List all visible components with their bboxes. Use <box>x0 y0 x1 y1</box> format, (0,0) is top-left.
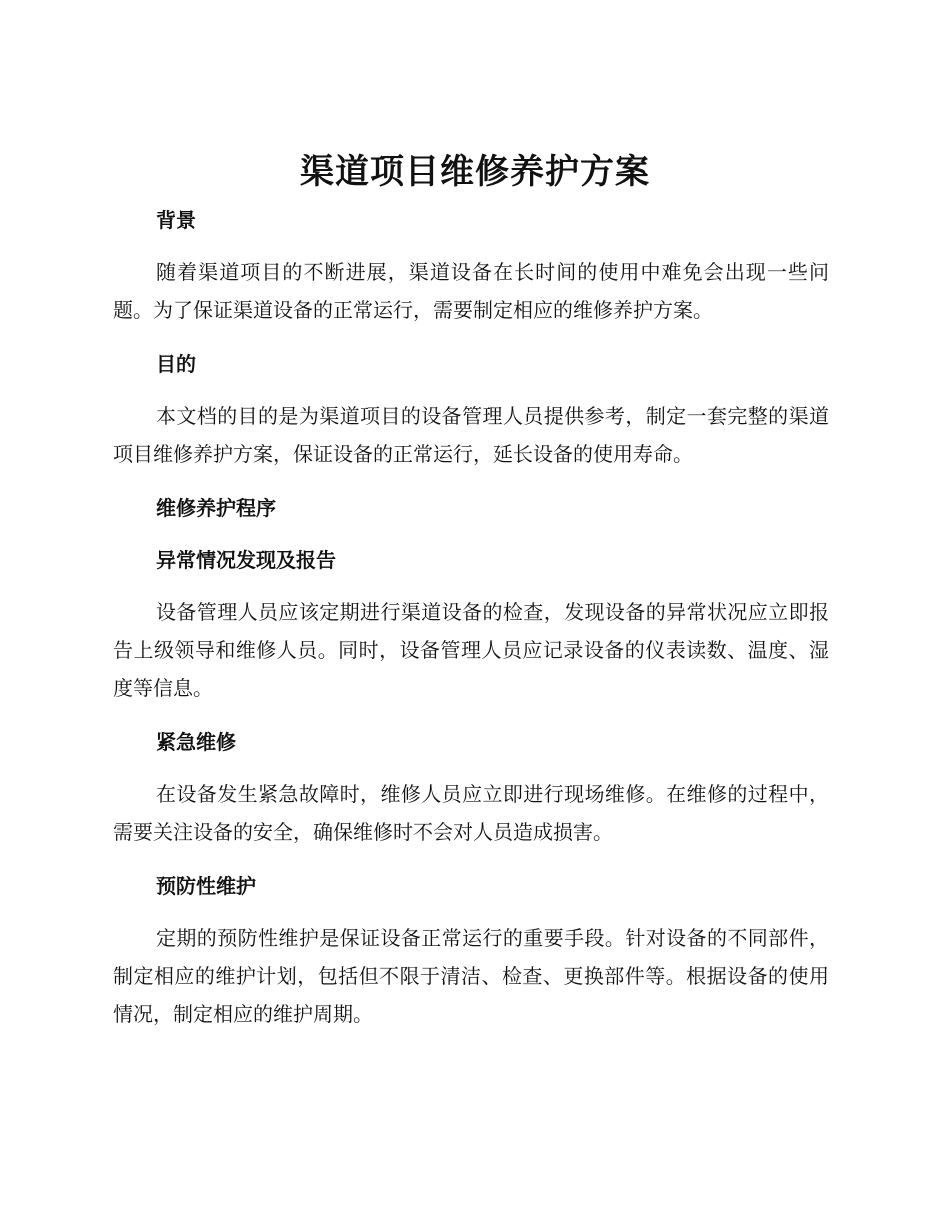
paragraph-abnormal: 设备管理人员应该定期进行渠道设备的检查，发现设备的异常状况应立即报告上级领导和维修人员。同时，设备管理人员应记录设备的仪表读数、温度、湿度等信息。 <box>113 600 829 700</box>
section-heading-emergency: 紧急维修 <box>156 730 236 754</box>
paragraph-preventive: 定期的预防性维护是保证设备正常运行的重要手段。针对设备的不同部件，制定相应的维护计划，包括但不限于清洁、检查、更换部件等。根据设备的使用情况，制定相应的维护周期。 <box>113 926 829 1026</box>
paragraph-emergency: 在设备发生紧急故障时，维修人员应立即进行现场维修。在维修的过程中，需要关注设备的安全，确保维修时不会对人员造成损害。 <box>113 782 829 844</box>
section-heading-background: 背景 <box>156 208 196 232</box>
section-heading-preventive: 预防性维护 <box>156 874 256 898</box>
document-body <box>113 201 829 1033</box>
paragraph-purpose: 本文档的目的是为渠道项目的设备管理人员提供参考，制定一套完整的渠道项目维修养护方案，保证设备的正常运行，延长设备的使用寿命。 <box>113 404 829 466</box>
paragraph-background: 随着渠道项目的不断进展，渠道设备在长时间的使用中难免会出现一些问题。为了保证渠道设备的正常运行，需要制定相应的维修养护方案。 <box>113 260 829 322</box>
section-heading-procedure: 维修养护程序 <box>156 496 276 520</box>
section-heading-purpose: 目的 <box>156 352 196 376</box>
section-heading-abnormal: 异常情况发现及报告 <box>156 548 336 572</box>
document-title: 渠道项目维修养护方案 <box>300 152 650 192</box>
